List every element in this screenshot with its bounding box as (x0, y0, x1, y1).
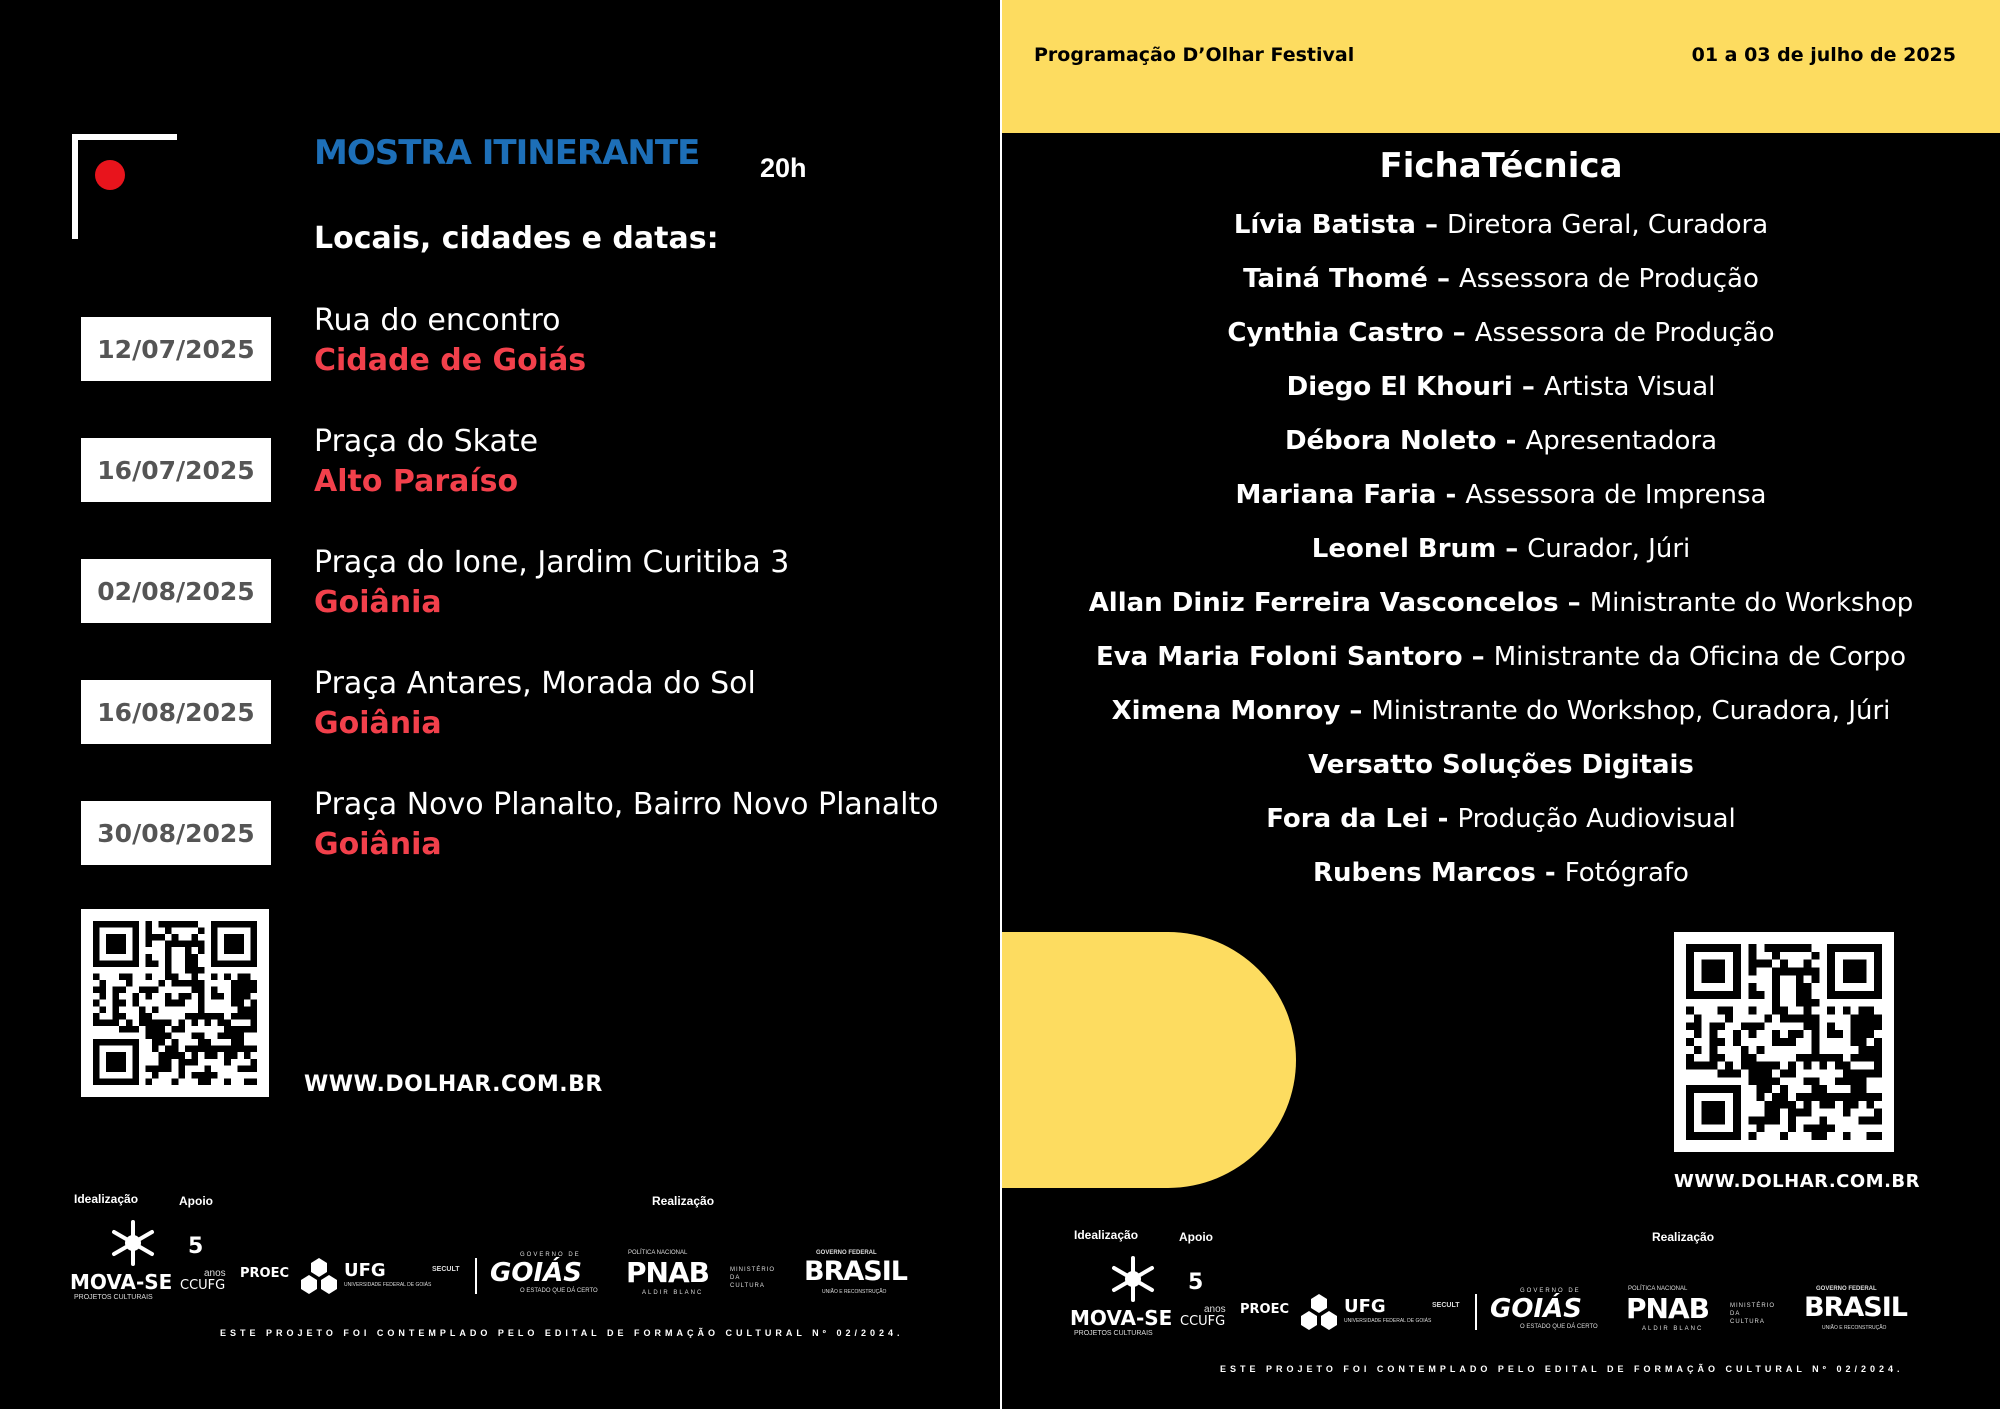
credit-sep: – (1427, 264, 1459, 294)
credit-name: Tainá Thomé (1243, 264, 1428, 294)
movase-sub: PROJETOS CULTURAIS (1074, 1330, 1153, 1337)
credit-name: Eva Maria Foloni Santoro (1095, 642, 1463, 672)
credit-role: Assessora de Imprensa (1465, 480, 1767, 510)
ccufg-logo: CCUFG (1180, 1314, 1226, 1329)
apoio-label: Apoio (1179, 1230, 1213, 1244)
credit-line (1002, 480, 2000, 534)
credit-sep: - (1496, 426, 1526, 456)
logo-divider (1475, 1294, 1477, 1330)
credit-role: Ministrante da Oficina de Corpo (1493, 642, 1907, 672)
brasil-sub: UNIÃO E RECONSTRUÇÃO (822, 1289, 887, 1295)
credit-name: Leonel Brum (1311, 534, 1497, 564)
pnab-top: POLÍTICA NACIONAL (1628, 1286, 1688, 1292)
ufg-logo: UFG (1344, 1296, 1386, 1317)
pnab-sub: ALDIR BLANC (1642, 1326, 1704, 1332)
movase-logo: MOVA-SE (70, 1270, 173, 1294)
credit-line (1002, 264, 2000, 318)
credit-line (1002, 858, 2000, 912)
date-badge: 16/08/2025 (81, 680, 271, 744)
venue-name: Praça do Ione, Jardim Curitiba 3 (314, 545, 790, 580)
city-name: Goiânia (314, 827, 442, 862)
credit-name: Allan Diniz Ferreira Vasconcelos (1088, 588, 1559, 618)
credit-line (1002, 318, 2000, 372)
proec-logo: PROEC (1240, 1302, 1290, 1317)
brasil-logo: BRASIL (1804, 1292, 1907, 1323)
goias-top: GOVERNO DE (1520, 1288, 1581, 1294)
qr-code[interactable] (1674, 932, 1894, 1152)
pnab-logo: PNAB (626, 1256, 709, 1289)
movase-sub: PROJETOS CULTURAIS (74, 1294, 153, 1301)
pnab-top: POLÍTICA NACIONAL (628, 1250, 688, 1256)
goias-sub: O ESTADO QUE DÁ CERTO (1520, 1324, 1598, 1330)
ufg-hexagon-icon (1298, 1292, 1340, 1334)
movase-logo: MOVA-SE (1070, 1306, 1173, 1330)
schedule-row (0, 545, 1000, 645)
idealizacao-label: Idealização (1074, 1228, 1139, 1242)
mostra-time: 20h (760, 153, 807, 183)
schedule-row (0, 666, 1000, 766)
date-badge: 02/08/2025 (81, 559, 271, 623)
credit-role: Artista Visual (1543, 372, 1716, 402)
sponsor-logos (70, 1190, 907, 1370)
ufg-hexagon-icon (298, 1256, 340, 1298)
credit-line (1002, 750, 2000, 804)
credit-sep: - (1436, 480, 1466, 510)
credit-name: Diego El Khouri (1286, 372, 1513, 402)
credit-name: Fora da Lei (1266, 804, 1429, 834)
movase-star-icon (108, 1218, 158, 1268)
secult-logo: SECULT (432, 1266, 460, 1273)
schedule-row (0, 303, 1000, 403)
credit-line (1002, 696, 2000, 750)
header-band (1002, 0, 2000, 133)
website-link[interactable]: WWW.DOLHAR.COM.BR (304, 1072, 603, 1097)
minc-logo: MINISTÉRIO DA CULTURA (730, 1267, 776, 1289)
brasil-top: GOVERNO FEDERAL (816, 1250, 877, 1256)
credit-role: Produção Audiovisual (1457, 804, 1736, 834)
credit-sep: – (1462, 642, 1494, 672)
ufg-logo: UFG (344, 1260, 386, 1281)
credit-sep: – (1512, 372, 1544, 402)
city-name: Cidade de Goiás (314, 343, 587, 378)
credit-line (1002, 804, 2000, 858)
right-panel (1002, 0, 2000, 1409)
venue-name: Praça Antares, Morada do Sol (314, 666, 756, 701)
ccufg-anos: anos (204, 1268, 226, 1279)
ccufg-years: 5 (1188, 1270, 1204, 1295)
credit-name: Lívia Batista (1233, 210, 1416, 240)
credit-sep: – (1558, 588, 1590, 618)
venue-name: Praça do Skate (314, 424, 539, 459)
ccufg-anos: anos (1204, 1304, 1226, 1315)
credit-role: Curador, Júri (1527, 534, 1691, 564)
credit-line (1002, 372, 2000, 426)
ccufg-logo: CCUFG (180, 1278, 226, 1293)
movase-star-icon (1108, 1254, 1158, 1304)
header-date: 01 a 03 de julho de 2025 (1691, 44, 1956, 66)
camera-frame-graphic (72, 134, 177, 239)
venue-name: Praça Novo Planalto, Bairro Novo Planalto (314, 787, 939, 822)
city-name: Alto Paraíso (314, 464, 519, 499)
edital-notice: ESTE PROJETO FOI CONTEMPLADO PELO EDITAL DE FORMAÇÃO CULTURAL Nº 02/2024. (1220, 1364, 1904, 1374)
idealizacao-label: Idealização (74, 1192, 139, 1206)
credit-role: Ministrante do Workshop, Curadora, Júri (1371, 696, 1891, 726)
credit-line (1002, 534, 2000, 588)
qr-code[interactable] (81, 909, 269, 1097)
realizacao-label: Realização (1652, 1230, 1715, 1244)
date-badge: 12/07/2025 (81, 317, 271, 381)
credit-name: Débora Noleto (1284, 426, 1497, 456)
credit-name: Cynthia Castro (1227, 318, 1444, 348)
credit-name: Rubens Marcos (1313, 858, 1536, 888)
credit-line (1002, 426, 2000, 480)
ufg-sub: UNIVERSIDADE FEDERAL DE GOIÁS (344, 1282, 432, 1288)
edital-notice: ESTE PROJETO FOI CONTEMPLADO PELO EDITAL DE FORMAÇÃO CULTURAL Nº 02/2024. (220, 1328, 904, 1338)
realizacao-label: Realização (652, 1194, 715, 1208)
apoio-label: Apoio (179, 1194, 213, 1208)
credit-name: Versatto Soluções Digitais (1308, 750, 1694, 780)
minc-logo: MINISTÉRIO DA CULTURA (1730, 1303, 1776, 1325)
brasil-sub: UNIÃO E RECONSTRUÇÃO (1822, 1325, 1887, 1331)
logo-divider (475, 1258, 477, 1294)
credits-list (1002, 210, 2000, 912)
schedule-row (0, 787, 1000, 887)
credit-sep: - (1535, 858, 1565, 888)
venue-name: Rua do encontro (314, 303, 561, 338)
ccufg-years: 5 (188, 1234, 204, 1259)
credit-role: Ministrante do Workshop (1589, 588, 1914, 618)
credit-sep: – (1496, 534, 1528, 564)
goias-sub: O ESTADO QUE DÁ CERTO (520, 1288, 598, 1294)
credit-role: Assessora de Produção (1474, 318, 1775, 348)
mostra-title: MOSTRA ITINERANTE (314, 133, 700, 173)
secult-logo: SECULT (1432, 1302, 1460, 1309)
credit-name: Ximena Monroy (1111, 696, 1341, 726)
credit-role: Diretora Geral, Curadora (1447, 210, 1769, 240)
goias-logo: GOIÁS (490, 1258, 582, 1288)
credit-sep: - (1428, 804, 1458, 834)
credit-role: Apresentadora (1525, 426, 1718, 456)
credit-line (1002, 642, 2000, 696)
proec-logo: PROEC (240, 1266, 290, 1281)
header-title: Programação D’Olhar Festival (1034, 44, 1355, 66)
yellow-d-shape (1002, 932, 1296, 1188)
city-name: Goiânia (314, 585, 442, 620)
goias-top: GOVERNO DE (520, 1252, 581, 1258)
credit-line (1002, 210, 2000, 264)
date-badge: 30/08/2025 (81, 801, 271, 865)
sponsor-logos (1070, 1226, 1907, 1406)
schedule-row (0, 424, 1000, 524)
ufg-sub: UNIVERSIDADE FEDERAL DE GOIÁS (1344, 1318, 1432, 1324)
goias-logo: GOIÁS (1490, 1294, 1582, 1324)
credit-sep: – (1340, 696, 1372, 726)
record-dot-icon (95, 160, 125, 190)
credit-name: Mariana Faria (1235, 480, 1437, 510)
credit-sep: – (1415, 210, 1448, 240)
credit-sep: – (1443, 318, 1475, 348)
pnab-logo: PNAB (1626, 1292, 1709, 1325)
brasil-logo: BRASIL (804, 1256, 907, 1287)
credit-role: Fotógrafo (1564, 858, 1689, 888)
brasil-top: GOVERNO FEDERAL (1816, 1286, 1877, 1292)
credit-role: Assessora de Produção (1459, 264, 1759, 294)
pnab-sub: ALDIR BLANC (642, 1290, 704, 1296)
website-link[interactable]: WWW.DOLHAR.COM.BR (1674, 1171, 1921, 1192)
credit-line (1002, 588, 2000, 642)
date-badge: 16/07/2025 (81, 438, 271, 502)
locais-heading: Locais, cidades e datas: (314, 221, 719, 256)
city-name: Goiânia (314, 706, 442, 741)
ficha-tecnica-title: FichaTécnica (1379, 146, 1623, 186)
